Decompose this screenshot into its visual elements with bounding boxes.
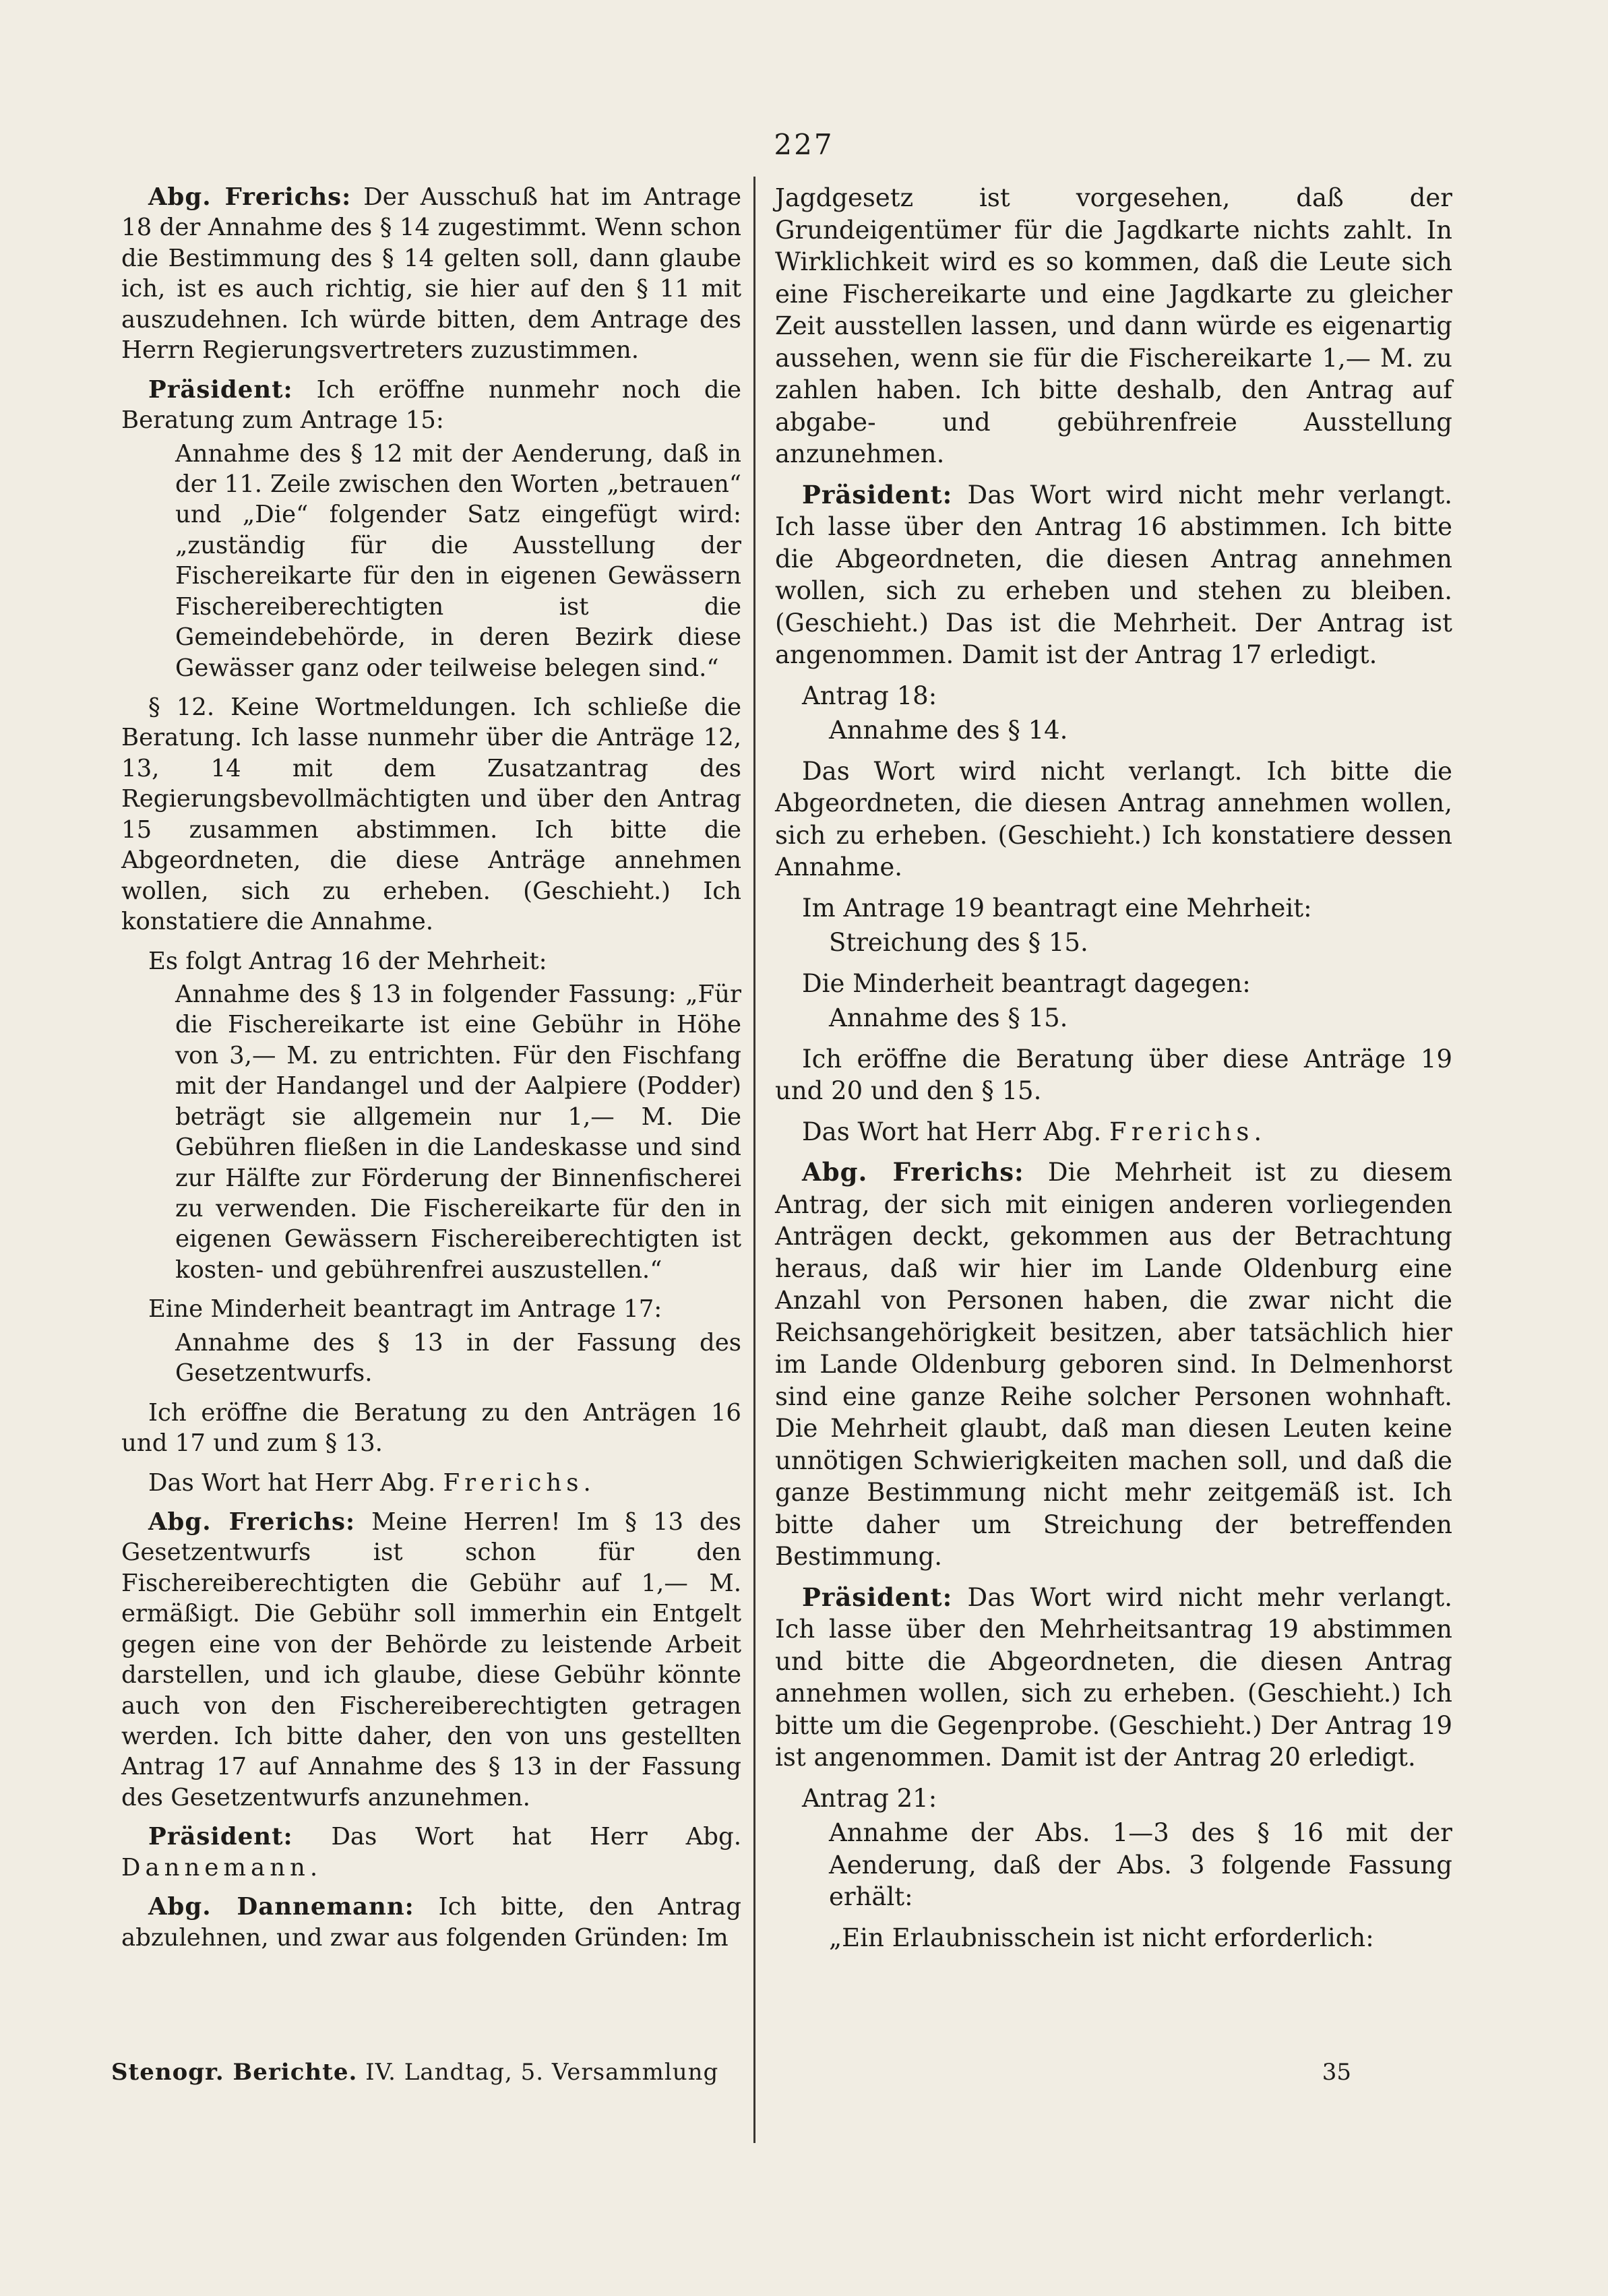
paragraph-text-end: . [1254, 1117, 1262, 1146]
paragraph [121, 1892, 741, 1953]
paragraph-text: Antrag 18: [802, 681, 937, 710]
paragraph-text: Im Antrage 19 beantragt eine Mehrheit: [802, 893, 1312, 923]
footer-source [111, 2059, 718, 2086]
paragraph-text: Eine Minderheit beantragt im Antrage 17: [148, 1295, 662, 1324]
paragraph [121, 1507, 741, 1813]
paragraph-text: Annahme des § 13 in der Fassung des Gesetzentwurfs. [175, 1328, 741, 1388]
paragraph [775, 927, 1452, 959]
speaker-name: Abg. Dannemann: [148, 1893, 414, 1921]
paragraph-text: Das Wort hat Herr Abg. [292, 1823, 741, 1851]
spaced-name: Dannemann [121, 1853, 310, 1882]
paragraph-text: Annahme des § 14. [829, 716, 1068, 745]
speaker-name: Präsident: [802, 479, 953, 509]
paragraph-text: Meine Herren! Im § 13 des Gesetzentwurfs ist schon für den Fischereiberechtigten die Gebühr auf 1,— M. ermäßigt. Die Gebühr soll immerhin ein Entgelt gegen eine von der Behörde zu leistende Arbeit darstellen, und ich glaube, diese Gebühr könnte auch von den Fischereiberechtigten getragen werden. Ich bitte daher, den von uns gestellten Antrag 17 auf Annahme des § 13 in der Fassung des Gesetzentwurfs anzunehmen. [121, 1508, 741, 1811]
paragraph [121, 979, 741, 1285]
footer-signature: 35 [1322, 2059, 1351, 2086]
speaker-name: Präsident: [802, 1582, 953, 1612]
paragraph-text: Ich eröffne die Beratung über diese Anträge 19 und 20 und den § 15. [775, 1044, 1452, 1105]
paragraph-text: Jagdgesetz ist vorgesehen, daß der Grundeigentümer für die Jagdkarte nichts zahlt. In Wirklichkeit wird es so kommen, daß die Leute sich eine Fischereikarte und eine Jagdkarte zu gleicher Zeit ausstellen lassen, und dann würde es eigenartig aussehen, wenn sie für die Fischereikarte 1,— M. zu zahlen haben. Ich bitte deshalb, den Antrag auf abgabe- und gebührenfreie Ausstellung anzunehmen. [775, 183, 1452, 468]
paragraph-text: Ich bitte, den Antrag abzulehnen, und zwar aus folgenden Gründen: Im [121, 1893, 741, 1952]
paragraph [775, 479, 1452, 671]
paragraph-text: Das Wort hat Herr Abg. [148, 1468, 443, 1497]
paragraph [121, 439, 741, 684]
paragraph [775, 1782, 1452, 1815]
spaced-name: Frerichs [1109, 1117, 1254, 1146]
paragraph-text: Annahme des § 12 mit der Aenderung, daß in der 11. Zeile zwischen den Worten „betrauen“ und „Die“ folgender Satz eingefügt wird: „zuständig für die Ausstellung der Fischereikarte für den in eigenen Gewässern Fischereiberechtigten ist die Gemeindebehörde, in deren Bezirk diese Gewässer ganz oder teilweise belegen sind.“ [175, 439, 741, 682]
paragraph [121, 1822, 741, 1883]
paragraph [121, 946, 741, 976]
paragraph-text: „Ein Erlaubnisschein ist nicht erforderlich: [829, 1923, 1374, 1952]
paragraph-text: Ich eröffne die Beratung zu den Anträgen 16 und 17 und zum § 13. [121, 1398, 741, 1458]
spaced-name: Frerichs [443, 1468, 584, 1497]
paragraph-text: § 12. Keine Wortmeldungen. Ich schließe die Beratung. Ich lasse nunmehr über die Anträge 12, 13, 14 mit dem Zusatzantrag des Regierungsbevollmächtigten und über den Antrag 15 zusammen abstimmen. Ich bitte die Abgeordneten, die diese Anträge annehmen wollen, sich zu erheben. (Geschieht.) Ich konstatiere die Annahme. [121, 693, 741, 936]
paragraph-text: Das Wort wird nicht verlangt. Ich bitte die Abgeordneten, die diesen Antrag annehmen wollen, sich zu erheben. (Geschieht.) Ich konstatiere dessen Annahme. [775, 756, 1452, 881]
speaker-name: Präsident: [148, 375, 293, 404]
paragraph [775, 1582, 1452, 1774]
paragraph-text: Annahme des § 15. [829, 1003, 1068, 1032]
paragraph-text: Die Mehrheit ist zu diesem Antrag, der sich mit einigen anderen vorliegenden Anträgen deckt, gekommen aus der Betrachtung heraus, daß wir hier im Lande Oldenburg eine Anzahl von Personen haben, die zwar nicht die Reichsangehörigkeit besitzen, aber tatsächlich hier im Lande Oldenburg geboren sind. In Delmenhorst sind eine ganze Reihe solcher Personen wohnhaft. Die Mehrheit glaubt, daß man diesen Leuten keine unnötigen Schwierigkeiten machen soll, und daß die ganze Bestimmung nicht mehr zeitgemäß ist. Ich bitte daher um Streichung der betreffenden Bestimmung. [775, 1158, 1452, 1571]
paragraph [775, 1002, 1452, 1034]
paragraph [775, 1922, 1452, 1954]
paragraph [775, 892, 1452, 925]
paragraph [775, 1116, 1452, 1148]
paragraph-text: Das Wort wird nicht mehr verlangt. Ich lasse über den Mehrheitsantrag 19 abstimmen und bitte die Abgeordneten, die diesen Antrag annehmen wollen, sich zu erheben. (Geschieht.) Ich bitte um die Gegenprobe. (Geschieht.) Der Antrag 19 ist angenommen. Damit ist der Antrag 20 erledigt. [775, 1582, 1452, 1772]
column-divider [753, 177, 755, 2143]
speaker-name: Abg. Frerichs: [148, 1508, 356, 1536]
left-column [121, 182, 741, 1962]
paragraph [775, 968, 1452, 1000]
paragraph [775, 714, 1452, 747]
paragraph [121, 692, 741, 937]
page-footer [111, 2059, 1351, 2086]
footer-source-title: Stenogr. Berichte. [111, 2059, 358, 2086]
paragraph [775, 1156, 1452, 1573]
paragraph [121, 1398, 741, 1459]
page-number: 227 [774, 128, 834, 161]
footer-session: IV. Landtag, 5. Versammlung [357, 2059, 719, 2086]
paragraph-text: Annahme der Abs. 1—3 des § 16 mit der Aenderung, daß der Abs. 3 folgende Fassung erhält: [829, 1818, 1452, 1911]
paragraph [121, 1328, 741, 1389]
paragraph [775, 182, 1452, 470]
paragraph [121, 375, 741, 436]
paragraph-text: Antrag 21: [802, 1783, 937, 1813]
paragraph-text: Der Ausschuß hat im Antrage 18 der Annahme des § 14 zugestimmt. Wenn schon die Bestimmung des § 14 gelten soll, dann glaube ich, ist es auch richtig, sie hier auf den § 11 mit auszudehnen. Ich würde bitten, dem Antrage des Herrn Regierungsvertreters zuzustimmen. [121, 183, 741, 365]
speaker-name: Präsident: [148, 1823, 293, 1851]
paragraph [775, 680, 1452, 712]
paragraph [775, 1817, 1452, 1913]
paragraph [121, 182, 741, 366]
paragraph-text: Das Wort wird nicht mehr verlangt. Ich lasse über den Antrag 16 abstimmen. Ich bitte die Abgeordneten, die diesen Antrag annehmen wollen, sich zu erheben und stehen zu bleiben. (Geschieht.) Das ist die Mehrheit. Der Antrag ist angenommen. Damit ist der Antrag 17 erledigt. [775, 480, 1452, 669]
speaker-name: Abg. Frerichs: [802, 1157, 1024, 1187]
paragraph-text: Ich eröffne nunmehr noch die Beratung zum Antrage 15: [121, 375, 741, 435]
right-column [775, 182, 1452, 1962]
paragraph-text: Die Minderheit beantragt dagegen: [802, 968, 1251, 998]
paragraph-text: Streichung des § 15. [829, 928, 1088, 957]
paragraph [775, 755, 1452, 883]
speaker-name: Abg. Frerichs: [148, 183, 352, 211]
paragraph-text: Das Wort hat Herr Abg. [802, 1117, 1110, 1146]
paragraph-text: Es folgt Antrag 16 der Mehrheit: [148, 947, 547, 975]
paragraph-text-end: . [309, 1853, 318, 1882]
paragraph [775, 1043, 1452, 1107]
paragraph-text: Annahme des § 13 in folgender Fassung: „Für die Fischereikarte ist eine Gebühr in Höhe von 3,— M. zu entrichten. Für den Fischfang mit der Handangel und der Aalpiere (Podder) beträgt sie allgemein nur 1,— M. Die Gebühren fließen in die Landeskasse und sind zur Hälfte zur Förderung der Binnenfischerei zu verwenden. Die Fischereikarte für den in eigenen Gewässern Fischereiberechtigten ist kosten- und gebührenfrei auszustellen.“ [175, 980, 741, 1284]
paragraph [121, 1294, 741, 1324]
paragraph [121, 1468, 741, 1498]
paragraph-text-end: . [583, 1468, 591, 1497]
